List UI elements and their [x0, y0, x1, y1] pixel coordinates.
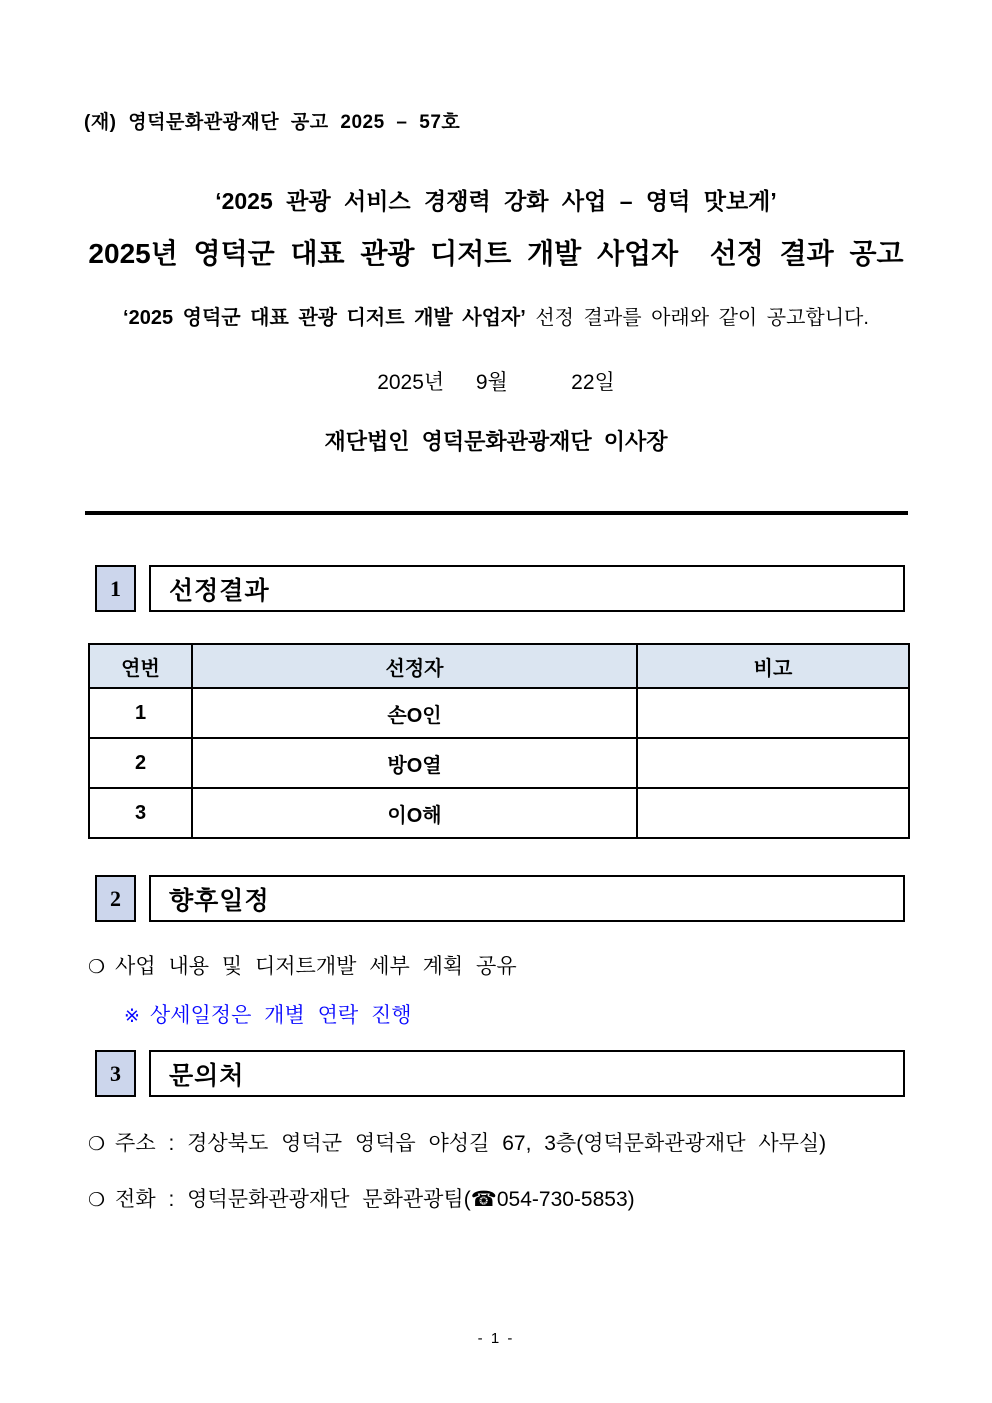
label-separator: : — [168, 1132, 175, 1155]
horizontal-divider — [85, 511, 908, 515]
section-number-badge: 2 — [95, 875, 136, 922]
reference-mark-icon: ※ — [124, 1006, 140, 1027]
cell-row-no: 1 — [89, 688, 192, 738]
label-separator: : — [168, 1188, 175, 1211]
column-header-no: 연번 — [89, 644, 192, 688]
phone-value: 영덕문화관광재단 문화관광팀(☎054-730-5853) — [187, 1188, 635, 1211]
column-header-selectee: 선정자 — [192, 644, 637, 688]
page-number: - 1 - — [477, 1330, 515, 1347]
table-row — [89, 688, 909, 738]
address-label: 주소 — [115, 1132, 156, 1155]
program-subtitle: ‘2025 관광 서비스 경쟁력 강화 사업 – 영덕 맛보게’ — [215, 188, 777, 214]
phone-label: 전화 — [115, 1188, 156, 1211]
issuer-name: 재단법인 영덕문화관광재단 이사장 — [324, 429, 668, 454]
selection-result-table — [88, 643, 910, 839]
cell-note — [637, 738, 909, 788]
cell-row-no: 3 — [89, 788, 192, 838]
schedule-item — [88, 950, 517, 980]
section-number-badge: 1 — [95, 565, 136, 612]
section-header-selection-result — [95, 565, 905, 612]
section-title: 선정결과 — [149, 565, 905, 612]
column-header-note: 비고 — [637, 644, 909, 688]
cell-note — [637, 788, 909, 838]
schedule-note-text: 상세일정은 개별 연락 진행 — [149, 1004, 412, 1027]
section-title: 문의처 — [149, 1050, 905, 1097]
statement-rest: 선정 결과를 아래와 같이 공고합니다. — [525, 307, 869, 329]
announcement-statement — [0, 301, 992, 330]
address-value: 경상북도 영덕군 영덕읍 야성길 67, 3층(영덕문화관광재단 사무실) — [187, 1132, 827, 1155]
cell-selectee-name: 이O해 — [192, 788, 637, 838]
circle-bullet-icon: ❍ — [88, 957, 106, 978]
section-title: 향후일정 — [149, 875, 905, 922]
circle-bullet-icon: ❍ — [88, 1134, 106, 1155]
contact-phone-line — [88, 1183, 635, 1213]
circle-bullet-icon: ❍ — [88, 1190, 106, 1211]
table-row — [89, 738, 909, 788]
section-header-future-schedule — [95, 875, 905, 922]
contact-address-line — [88, 1127, 826, 1157]
schedule-item-text: 사업 내용 및 디저트개발 세부 계획 공유 — [115, 955, 517, 978]
statement-quoted-part: ‘2025 영덕군 대표 관광 디저트 개발 사업자’ — [123, 307, 526, 329]
cell-note — [637, 688, 909, 738]
cell-selectee-name: 방O열 — [192, 738, 637, 788]
page-title: 2025년 영덕군 대표 관광 디저트 개발 사업자 선정 결과 공고 — [88, 238, 904, 269]
table-row — [89, 788, 909, 838]
notice-number: (재) 영덕문화관광재단 공고 2025 – 57호 — [84, 112, 461, 133]
section-header-contact — [95, 1050, 905, 1097]
schedule-note — [124, 999, 412, 1029]
cell-row-no: 2 — [89, 738, 192, 788]
cell-selectee-name: 손O인 — [192, 688, 637, 738]
section-number-badge: 3 — [95, 1050, 136, 1097]
table-header-row — [89, 644, 909, 688]
announcement-date: 2025년 9월 22일 — [377, 371, 615, 394]
